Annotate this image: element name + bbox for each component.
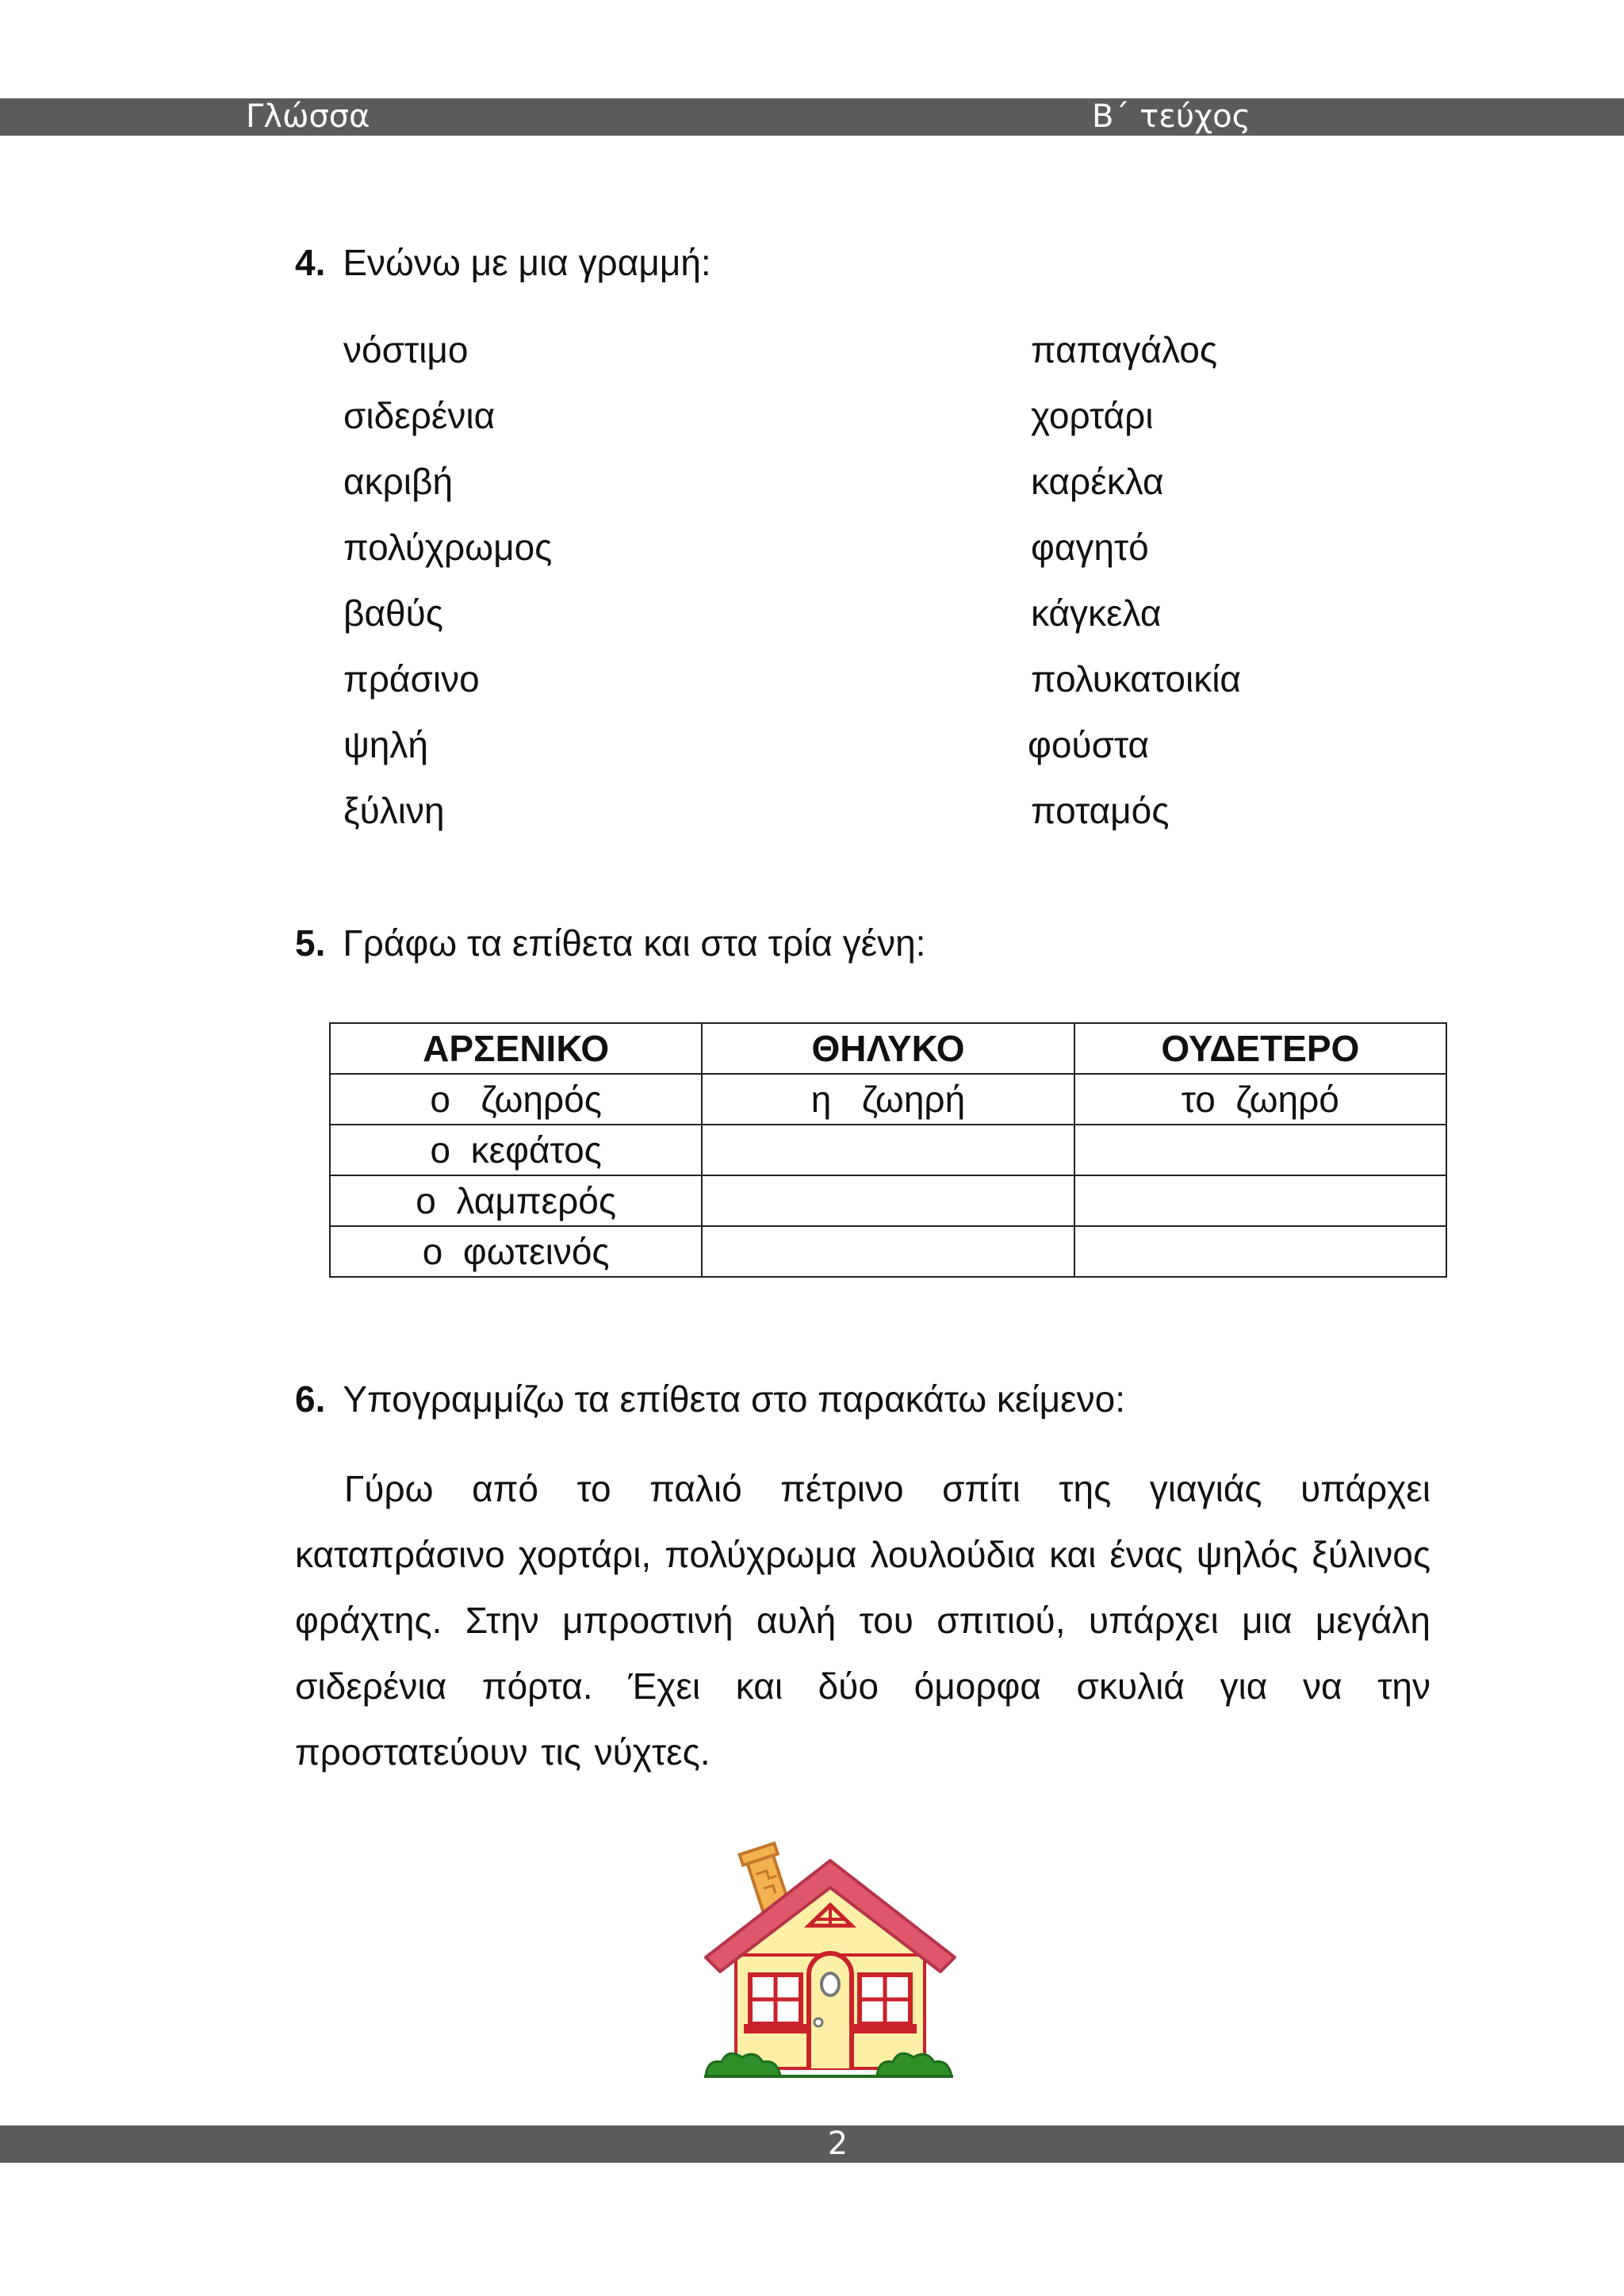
exercise-4-title: Ενώνω με μια γραμμή:: [343, 242, 711, 283]
page-number: 2: [827, 2125, 848, 2162]
volume-label: Β΄ τεύχος: [1092, 98, 1251, 135]
right-word: χορτάρι: [1031, 395, 1154, 436]
exercise-4-heading: [295, 240, 711, 285]
neuter-cell: το ζωηρό: [1074, 1074, 1446, 1125]
exercise-5-number: 5.: [295, 922, 326, 964]
table-row: [330, 1074, 1446, 1125]
column-header-neuter: ΟΥΔΕΤΕΡΟ: [1074, 1023, 1446, 1074]
header-band: [0, 98, 1624, 136]
right-word: παπαγάλος: [1031, 329, 1218, 370]
left-word: πράσινο: [343, 658, 480, 700]
exercise-6-title: Υπογραμμίζω τα επίθετα στο παρακάτω κείμενο:: [343, 1378, 1126, 1420]
masculine-cell: ο λαμπερός: [330, 1175, 702, 1226]
left-word: βαθύς: [343, 592, 443, 634]
house-icon: [698, 1824, 959, 2086]
left-word: ακριβή: [343, 461, 454, 502]
right-word: φούστα: [1028, 724, 1150, 765]
right-word: πολυκατοικία: [1031, 658, 1242, 700]
feminine-answer-cell[interactable]: [702, 1175, 1074, 1226]
left-word: ξύλινη: [343, 790, 445, 831]
table-row: [330, 1125, 1446, 1175]
left-word: νόστιμο: [343, 329, 469, 370]
column-header-masculine: ΑΡΣΕΝΙΚΟ: [330, 1023, 702, 1074]
left-word: σιδερένια: [343, 395, 496, 436]
exercise-5-heading: [295, 921, 925, 965]
right-word: φαγητό: [1031, 527, 1149, 568]
masculine-cell: ο ζωηρός: [330, 1074, 702, 1125]
column-header-feminine: ΘΗΛΥΚΟ: [702, 1023, 1074, 1074]
neuter-answer-cell[interactable]: [1074, 1175, 1446, 1226]
masculine-cell: ο φωτεινός: [330, 1226, 702, 1277]
exercise-6-heading: [295, 1377, 1125, 1421]
masculine-cell: ο κεφάτος: [330, 1125, 702, 1175]
table-header-row: [330, 1023, 1446, 1074]
right-word: κάγκελα: [1031, 592, 1162, 634]
right-word: ποταμός: [1031, 790, 1170, 831]
footer-band: [0, 2125, 1624, 2163]
exercise-5-title: Γράφω τα επίθετα και στα τρία γένη:: [343, 922, 926, 964]
neuter-answer-cell[interactable]: [1074, 1125, 1446, 1175]
feminine-cell: η ζωηρή: [702, 1074, 1074, 1125]
gender-table: [329, 1022, 1447, 1278]
feminine-answer-cell[interactable]: [702, 1226, 1074, 1277]
left-word: πολύχρωμος: [343, 527, 553, 568]
table-row: [330, 1175, 1446, 1226]
right-word: καρέκλα: [1031, 461, 1164, 502]
exercise-4-number: 4.: [295, 242, 326, 283]
exercise-6-number: 6.: [295, 1378, 326, 1420]
exercise-6-paragraph: Γύρω από το παλιό πέτρινο σπίτι της γιαγιάς υπάρχει καταπράσινο χορτάρι, πολύχρωμα λουλούδια και ένας ψηλός ξύλινος φράχτης. Στην μπροστινή αυλή του σπιτιού, υπάρχει μια μεγάλη σιδερένια πόρτα. Έχει και δύο όμορφα σκυλιά για να την προστατεύουν τις νύχτες.: [295, 1468, 1431, 1773]
neuter-answer-cell[interactable]: [1074, 1226, 1446, 1277]
table-row: [330, 1226, 1446, 1277]
feminine-answer-cell[interactable]: [702, 1125, 1074, 1175]
left-word: ψηλή: [343, 724, 428, 765]
subject-title: Γλώσσα: [246, 98, 370, 135]
